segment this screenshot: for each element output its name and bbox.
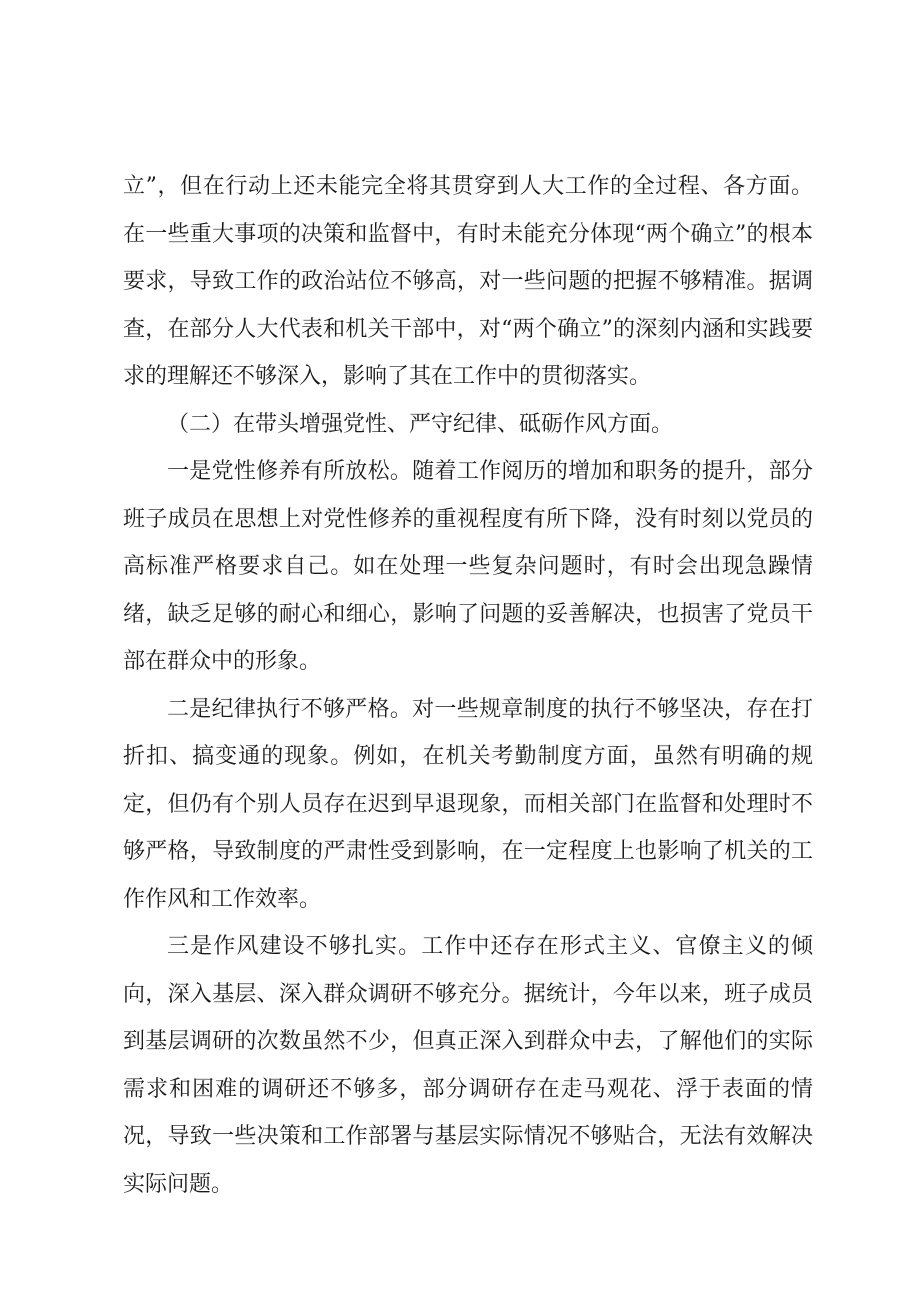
- paragraph-discipline: 二是纪律执行不够严格。对一些规章制度的执行不够坚决，存在打折扣、搞变通的现象。例如，在机关考勤制度方面，虽然有明确的规定，但仍有个别人员存在迟到早退现象，而相关部门在监督和处理时不够严格，导致制度的严肃性受到影响，在一定程度上也影响了机关的工作作风和工作效率。: [123, 696, 813, 912]
- paragraph-party-spirit: 一是党性修养有所放松。随着工作阅历的增加和职务的提升，部分班子成员在思想上对党性修养的重视程度有所下降，没有时刻以党员的高标准严格要求自己。如在处理一些复杂问题时，有时会出现急躁情绪，缺乏足够的耐心和细心，影响了问题的妥善解决，也损害了党员干部在群众中的形象。: [123, 459, 813, 674]
- paragraph-work-style: 三是作风建设不够扎实。工作中还存在形式主义、官僚主义的倾向，深入基层、深入群众调研不够充分。据统计，今年以来，班子成员到基层调研的次数虽然不少，但真正深入到群众中去，了解他们的实际需求和困难的调研还不够多，部分调研存在走马观花、浮于表面的情况，导致一些决策和工作部署与基层实际情况不够贴合，无法有效解决实际问题。: [123, 934, 813, 1197]
- section-heading: （二）在带头增强党性、严守纪律、砥砺作风方面。: [167, 411, 674, 437]
- document-body: [123, 163, 813, 1208]
- paragraph-continuation: 立”，但在行动上还未能完全将其贯穿到人大工作的全过程、各方面。在一些重大事项的决策和监督中，有时未能充分体现“两个确立”的根本要求，导致工作的政治站位不够高，对一些问题的把握不够精准。据调查，在部分人大代表和机关干部中，对“两个确立”的深刻内涵和实践要求的理解还不够深入，影响了其在工作中的贯彻落实。: [123, 174, 813, 389]
